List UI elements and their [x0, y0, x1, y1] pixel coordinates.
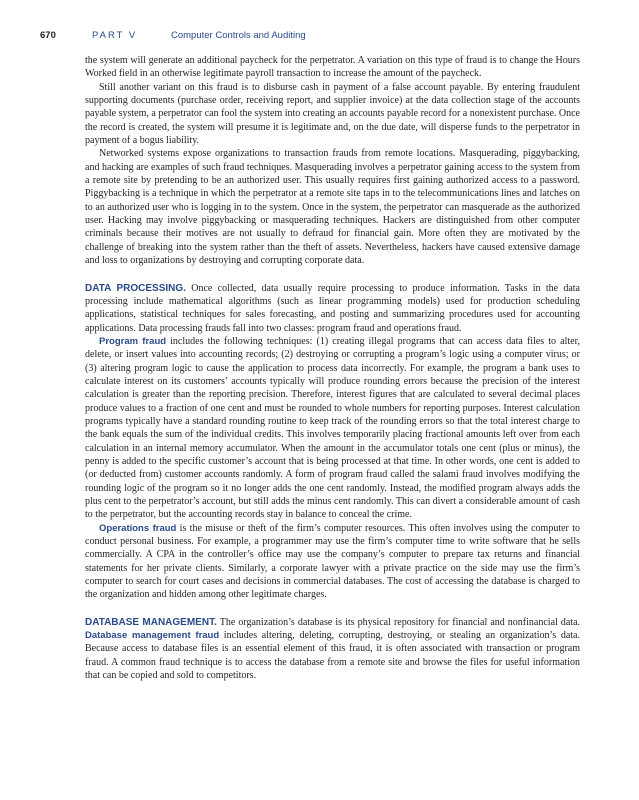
program-fraud-paragraph: [85, 335, 580, 522]
paragraph-text: includes the following techniques: (1) creating illegal programs that can access data files to alter, delete, or insert values into accounting records; (2) destroying or corrupting a program’s logic using a computer virus; or (3) altering program logic to cause the application to process data incorrectly. For example, the program a bank uses to calculate interest on its customers’ accounts typically will produce rounding errors because the precision of the interest calculation is greater than the reporting precision. Therefore, interest figures that are calculated to several decimal places produce values to a fraction of one cent and must be rounded to whole numbers for reporting purposes. Interest calculation programs typically have a standard rounding routine to keep track of the rounding errors so that the total interest charge to the bank equals the sum of the individual credits. This involves temporarily placing fractional amounts left over from each calculation in an internal memory accumulator. When the amount in the accumulator totals one cent (plus or minus), the penny is added to the specific customer’s account that is being processed at that time. In other words, one cent is added to (or deducted from) customer accounts randomly. A form of program fraud called the salami fraud involves modifying the rounding logic of the program so it no longer adds the one cent randomly. Instead, the modified program always adds the plus cent to the perpetrator’s account, but still adds the minus cent randomly. This can divert a considerable amount of cash to the perpetrator, but the accounting records stay in balance to conceal the crime.: [85, 335, 580, 521]
paragraph: the system will generate an additional paycheck for the perpetrator. A variation on this type of fraud is to change the Hours Worked field in an otherwise legitimate payroll transaction to increase the amount of the paycheck.: [85, 55, 580, 80]
paragraph: Still another variant on this fraud is to disburse cash in payment of a false account payable. By entering fraudulent supporting documents (purchase order, receiving report, and supplier invoice) at the data collection stage of the accounts payable system, a perpetrator can fool the system into creating an accounts payable record for a nonexistent purchase. Once the record is created, the system will presume it is legitimate and, on the due date, will disperse funds to the perpetrator in payment of a bogus liability.: [85, 81, 580, 147]
key-term-database-management-fraud: Database management fraud: [85, 630, 220, 642]
page-number: 670: [40, 30, 56, 41]
operations-fraud-paragraph: [85, 522, 580, 602]
section-heading-data-processing: DATA PROCESSING.: [85, 282, 186, 294]
part-label: PART V: [92, 30, 138, 41]
key-term-operations-fraud: Operations fraud: [99, 522, 177, 534]
paragraph-text: The organization’s database is its physical repository for financial and nonfinancial data.: [216, 616, 581, 628]
paragraph-text: is the misuse or theft of the firm’s computer resources. This often involves using the computer to conduct personal business. For example, a programmer may use the firm’s computer time to write software that he sells commercially. A CPA in the controller’s office may use the company’s computer to prepare tax returns and financial statements for her private clients. Similarly, a corporate lawyer with a private practice on the side may use the firm’s computer to search for court cases and decisions in commercial databases. The cost of accessing the database is charged to the organization and hidden among other legitimate charges.: [85, 522, 580, 601]
paragraph-text: includes altering, deleting, corrupting, destroying, or stealing an organization’s data. Because access to database files is an essential element of this fraud, it is often associated with transaction or program fraud. A common fraud technique is to access the database from a remote site and browse the files for useful information that can be copied and sold to competitors.: [85, 630, 580, 682]
paragraph: Networked systems expose organizations to transaction frauds from remote locations. Masquerading, piggybacking, and hacking are examples of such fraud techniques. Masquerading involves a perpetrator gaining access to the system from a remote site by pretending to be an authorized user. This usually requires first gaining authorized access to a password. Piggybacking is a technique in which the perpetrator at a remote site taps in to the telecommunications lines and latches on to an authorized user who is logging in to the system. Once in the system, the perpetrator can masquerade as the authorized user. Hacking may involve piggybacking or masquerading techniques. Hackers are distinguished from other computer criminals because their motives are not usually to defraud for financial gain. More often they are motivated by the challenge of breaking into the system rather than the theft of assets. Nevertheless, hackers have caused extensive damage and loss to organizations by destroying and corrupting corporate data.: [85, 148, 580, 267]
key-term-program-fraud: Program fraud: [99, 335, 167, 347]
paragraph-text: Once collected, data usually require processing to produce information. Tasks in the data processing include mathematical algorithms (such as linear programming models) used for production scheduling applications, statistical techniques for sales forecasting, and posting and summarizing procedures used for accounting applications. Data processing frauds fall into two classes: program fraud and operations fraud.: [85, 282, 580, 334]
database-management-paragraph: [85, 616, 580, 683]
chapter-title: Computer Controls and Auditing: [171, 30, 306, 41]
section-heading-database-management: DATABASE MANAGEMENT.: [85, 616, 217, 628]
data-processing-paragraph: [85, 282, 580, 335]
running-header: [40, 28, 600, 44]
body-text: [85, 54, 580, 682]
